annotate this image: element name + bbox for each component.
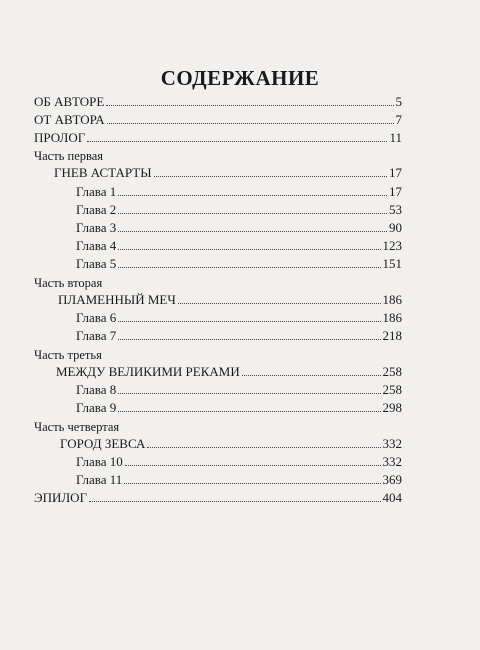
toc-entry-page: 5 (395, 94, 402, 109)
page-title: СОДЕРЖАНИЕ (160, 66, 320, 90)
dot-leader (154, 165, 387, 177)
toc-entry (34, 94, 402, 110)
toc-entry-label: ПЛАМЕННЫЙ МЕЧ (58, 292, 176, 307)
toc-entry-label: ЭПИЛОГ (34, 490, 88, 505)
toc-entry-label: Глава 2 (76, 202, 117, 217)
dot-leader (178, 292, 381, 304)
toc-entry-label: Глава 9 (76, 400, 117, 415)
dot-leader (118, 310, 380, 322)
toc-entry (76, 184, 402, 200)
toc-entry (76, 400, 402, 416)
toc-entry (60, 436, 402, 452)
part-heading: Часть первая (34, 149, 104, 163)
dot-leader (118, 220, 387, 232)
toc-entry (34, 112, 402, 128)
dot-leader (125, 454, 381, 466)
toc-entry (34, 490, 402, 506)
toc-entry (34, 130, 402, 146)
toc-entry (76, 256, 402, 272)
toc-entry-page: 332 (382, 454, 402, 469)
dot-leader (242, 364, 381, 376)
toc-entry-label: Глава 4 (76, 238, 117, 253)
dot-leader (147, 436, 380, 448)
dot-leader (118, 400, 380, 412)
toc-entry-page: 17 (389, 184, 402, 199)
dot-leader (107, 112, 394, 124)
dot-leader (118, 256, 380, 268)
toc-entry-label: ГНЕВ АСТАРТЫ (54, 165, 152, 180)
toc-entry-page: 90 (389, 220, 402, 235)
toc-entry-page: 258 (382, 364, 402, 379)
toc-entry (76, 220, 402, 236)
toc-entry-label: Глава 1 (76, 184, 117, 199)
toc-entry-label: Глава 10 (76, 454, 123, 469)
toc-entry-label: ГОРОД ЗЕВСА (60, 436, 146, 451)
toc-entry-label: Глава 8 (76, 382, 117, 397)
toc-entry-page: 7 (395, 112, 402, 127)
toc-entry (76, 454, 402, 470)
toc-entry-label: Глава 5 (76, 256, 117, 271)
toc-entry (56, 364, 402, 380)
toc-entry-page: 186 (382, 292, 402, 307)
toc-entry-page: 11 (389, 130, 402, 145)
toc-entry-label: ОТ АВТОРА (34, 112, 105, 127)
dot-leader (124, 472, 380, 484)
part-heading: Часть вторая (34, 276, 103, 290)
toc-entry-label: Глава 3 (76, 220, 117, 235)
toc-entry-page: 186 (382, 310, 402, 325)
toc-entry (76, 472, 402, 488)
toc-entry (58, 292, 402, 308)
dot-leader (118, 202, 387, 214)
dot-leader (89, 490, 380, 502)
toc-entry-page: 298 (382, 400, 402, 415)
toc-entry-label: ОБ АВТОРЕ (34, 94, 105, 109)
dot-leader (106, 94, 393, 106)
toc-entry (76, 382, 402, 398)
toc-entry (76, 310, 402, 326)
toc-entry-label: Глава 6 (76, 310, 117, 325)
part-heading: Часть третья (34, 348, 102, 362)
toc-entry-label: Глава 11 (76, 472, 123, 487)
toc-entry-page: 17 (389, 165, 402, 180)
part-heading: Часть четвертая (34, 420, 120, 434)
toc-entry-page: 218 (382, 328, 402, 343)
dot-leader (87, 130, 387, 142)
toc-entry (54, 165, 402, 181)
toc-entry-label: Глава 7 (76, 328, 117, 343)
toc-entry (76, 202, 402, 218)
toc-entry (76, 238, 402, 254)
toc-entry (76, 328, 402, 344)
toc-entry-page: 258 (382, 382, 402, 397)
toc-entry-label: ПРОЛОГ (34, 130, 86, 145)
toc-entry-label: МЕЖДУ ВЕЛИКИМИ РЕКАМИ (56, 364, 240, 379)
toc-entry-page: 404 (382, 490, 402, 505)
toc-entry-page: 123 (382, 238, 402, 253)
dot-leader (118, 184, 387, 196)
dot-leader (118, 238, 380, 250)
toc-entry-page: 332 (382, 436, 402, 451)
dot-leader (118, 382, 380, 394)
toc-entry-page: 369 (382, 472, 402, 487)
dot-leader (118, 328, 380, 340)
toc-entry-page: 151 (382, 256, 402, 271)
toc-entry-page: 53 (389, 202, 402, 217)
